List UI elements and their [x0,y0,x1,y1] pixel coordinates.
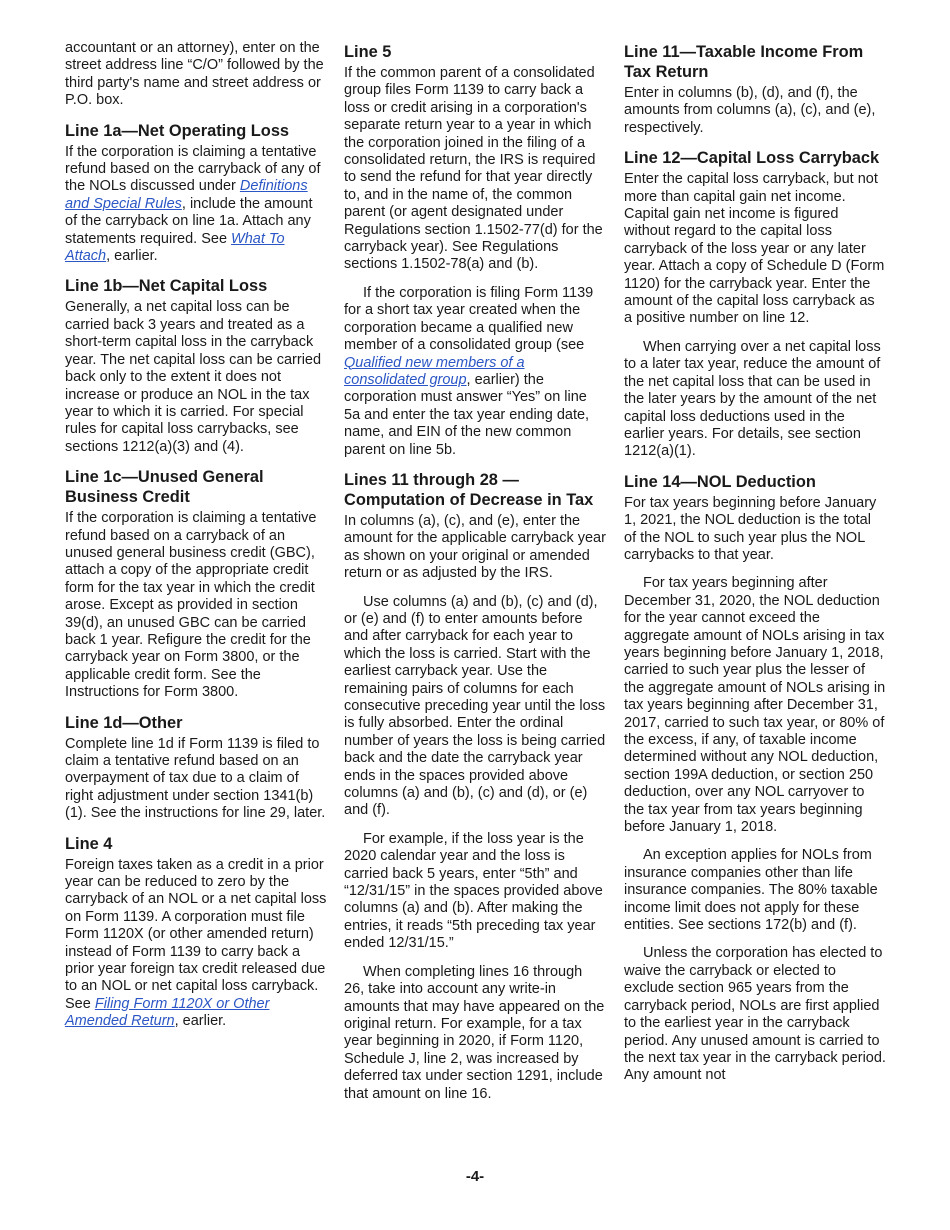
heading-line-14: Line 14—NOL Deduction [624,472,816,491]
paragraph: An exception applies for NOLs from insurance companies other than life insurance companies. The 80% taxable income limit does not apply for these entities. See sections 172(b) and (f). [624,847,878,934]
paragraph-line-1b: Generally, a net capital loss can be carried back 3 years and treated as a short-term capital loss in the carryback year. The net capital loss can be carried back only to the extent it does not increase or produce an NOL in the tax year to which it is carried. For special rules for capital loss carrybacks, see sections 1212(a)(3) and (4). [65,299,322,455]
heading-line-1a: Line 1a—Net Operating Loss [65,121,290,140]
paragraph-line-5: If the common parent of a consolidated group files Form 1139 to carry back a loss or credit arising in a corporation's separate return year to a year in which the corporation joined in the filing of a consolidated return, the IRS is required to send the refund for that year directly to, and in the name of, the common parent (or agent designated under Regulations section 1.1502-77(d) for the carryback year). See Regulations sections 1.1502-78(a) and (b). [344,65,603,273]
paragraph-line-5-short-year [344,285,606,459]
text: , include the amount of the carryback on line 1a. Attach any statements required. See [65,195,313,247]
column-1 [65,40,327,1031]
paragraph: For example, if the loss year is the 2020 calendar year and the loss is carried back 5 years, enter “5th” and “12/31/15” in the spaces provided above columns (a) and (b). After making the entries, it reads “5th preceding tax year ended 12/31/15.” [344,830,603,952]
link-what-to-attach[interactable]: What To Attach [65,230,285,265]
page-number: -4- [465,1168,485,1185]
text: , earlier. [106,248,158,265]
paragraph: Enter the capital loss carryback, but not more than capital gain net income. Capital gain net income is figured without regard to the capital loss carryback of the loss year or any later year. Attach a copy of Schedule D (Form 1120) for the carryback year. Enter the amount of the capital loss carryback as a positive number on line 12. [624,171,885,327]
heading-line-1d: Line 1d—Other [65,713,183,732]
heading-lines-11-28: Lines 11 through 28 — Computation of Decrease in Tax [344,470,594,509]
heading-line-4: Line 4 [65,834,113,853]
paragraph: When completing lines 16 through 26, take into account any write-in amounts that may have appeared on the original return. For example, for a tax year beginning in 2020, if Form 1120, Schedule J, line 2, was increased by deferred tax under section 1291, include that amount on line 16. [344,963,605,1102]
link-filing-form-1120x[interactable]: Filing Form 1120X or Other Amended Return [65,995,270,1030]
paragraph: Unless the corporation has elected to waive the carryback or elected to exclude section 965 years from the carryback period, NOLs are first applied to the earliest year in the carryback period. Any unused amount is carried to the next tax year in the carryback period. Any amount not [624,945,886,1084]
paragraph-line-1d: Complete line 1d if Form 1139 is filed to claim a tentative refund based on an overpayment of tax due to a claim of right adjustment under section 1341(b)(1). See the instructions for line 29, later. [65,735,326,822]
text: Foreign taxes taken as a credit in a prior year can be reduced to zero by the carryback of an NOL or a net capital loss on Form 1139. A corporation must file Form 1120X (or other amended return) instead of Form 1139 to carry back a prior year foreign tax credit released due to an NOL or net capital loss carryback. See [65,856,327,1012]
paragraph: When carrying over a net capital loss to a later tax year, reduce the amount of the net capital loss that can be used in the later years by the amount of the net capital loss deductions used in the earlier years. For details, see section 1212(a)(1). [624,338,881,460]
paragraph-line-1c: If the corporation is claiming a tentative refund based on a carryback of an unused general business credit (GBC), attach a copy of the appropriate credit form for the tax year in which the credit arose. Except as provided in section 39(d), an unused GBC can be carried back 1 year. Refigure the credit for the carryback year on Form 3800, or the applicable credit form. See the Instructions for Form 3800. [65,510,317,701]
text: If the corporation is filing Form 1139 for a short tax year created when the corporation became a qualified new member of a consolidated group (see [344,284,594,354]
column-3 [624,40,886,1085]
column-2 [344,40,606,1103]
heading-line-5: Line 5 [344,43,392,61]
text: , earlier) the corporation must answer “Yes” on line 5a and enter the tax year ending date, name, and EIN of the new common parent on line 5b. [344,371,590,458]
heading-line-1c: Line 1c—Unused General Business Credit [65,468,264,507]
paragraph: Use columns (a) and (b), (c) and (d), or (e) and (f) to enter amounts before and after carryback for each year to which the loss is carried. Start with the earliest carryback year. Use the remaining pairs of columns for each consecutive preceding year until the loss is fully absorbed. Enter the ordinal number of years the loss is being carried back and the date the carryback year ends in the spaces provided above columns (a) and (b), (c) and (d), or (e) and (f). [344,593,606,819]
paragraph: For tax years beginning after December 31, 2020, the NOL deduction for the year cannot exceed the aggregate amount of NOLs arising in tax years beginning before January 1, 2018, carried to such year plus the lesser of the aggregate amount of NOLs arising in tax years beginning after December 31, 2017, carried to such tax year, or 80% of the excess, if any, of taxable income determined without any NOL deduction, section 199A deduction, or section 250 deduction, over any NOL carryover to the tax year from tax years beginning before January 1, 2018. [624,575,886,836]
paragraph: accountant or an attorney), enter on the street address line “C/O” followed by the third party's name and street address or P.O. box. [65,40,324,109]
paragraph-line-11: Enter in columns (b), (d), and (f), the amounts from columns (a), (c), and (e), respectively. [624,85,876,136]
heading-line-11: Line 11—Taxable Income From Tax Return [624,43,864,81]
link-definitions-special-rules[interactable]: Definitions and Special Rules [65,178,308,212]
heading-line-12: Line 12—Capital Loss Carryback [624,149,880,168]
link-qualified-new-members[interactable]: Qualified new members of a consolidated group [344,354,525,388]
text: , earlier. [174,1013,227,1030]
paragraph-line-4 [65,857,327,1031]
heading-line-1b: Line 1b—Net Capital Loss [65,277,268,296]
paragraph: For tax years beginning before January 1, 2021, the NOL deduction is the total of the NOL to such year plus the NOL carrybacks to that year. [624,494,877,563]
text: If the corporation is claiming a tentative refund based on the carryback of any of the NOLs discussed under [65,143,321,195]
paragraph-line-1a [65,144,327,266]
paragraph: In columns (a), (c), and (e), enter the amount for the applicable carryback year as shown on your original or amended return or as adjusted by the IRS. [344,512,606,582]
